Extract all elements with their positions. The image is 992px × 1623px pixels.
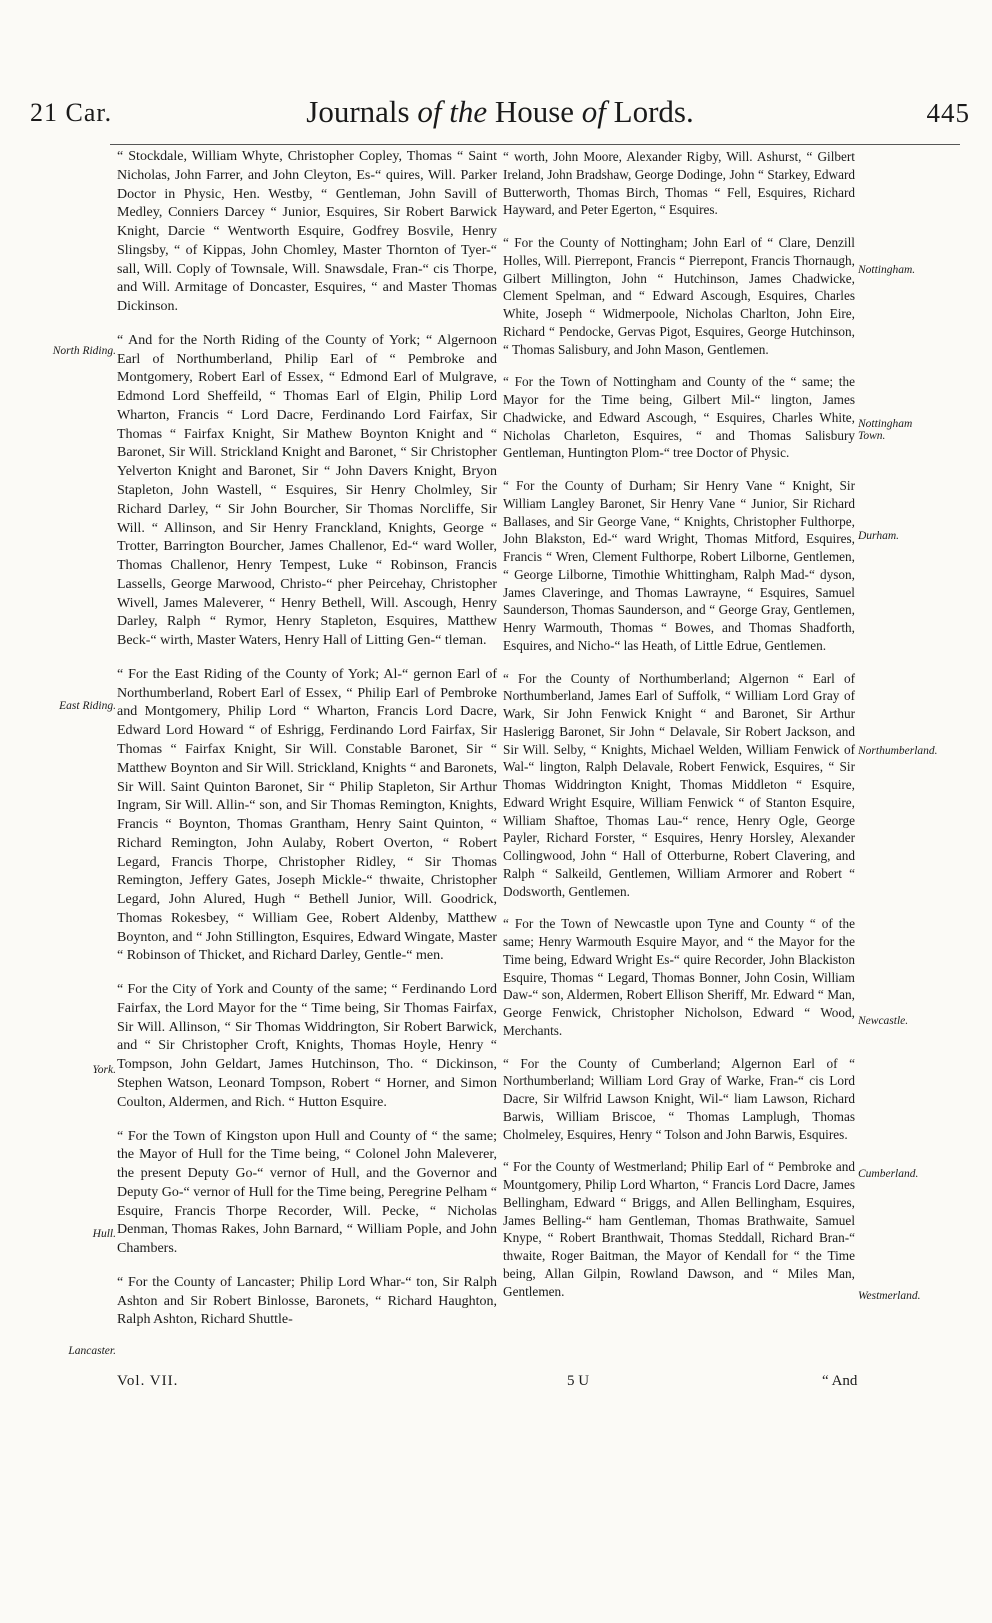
title-part: House [487, 94, 582, 129]
margin-note: Nottingham Town. [858, 418, 913, 442]
signature-mark: 5 U [567, 1373, 590, 1389]
margin-note: East Riding. [59, 700, 116, 712]
paragraph: “ For the City of York and County of the same; “ Ferdinando Lord Fairfax, the Lord Mayor for the “ Time being, Sir Thomas Fairfax, Sir Will. Allinson, “ Sir Thomas Widdrington, Sir Robert Barwick, and “ Sir Christopher Croft, Knights, Thomas Hoyle, Henry “ Tompson, John Geldart, James Hutchinson, Tho. “ Dickinson, Stephen Watson, Leonard Tompson, Robert “ Horner, and Simon Coulton, Aldermen, and Rich. “ Hutton Esquire. [117, 982, 497, 1110]
running-title [30, 94, 970, 130]
header-rule [110, 144, 960, 145]
title-part: Lords. [605, 94, 694, 129]
paragraph: “ For the County of Nottingham; John Earl of “ Clare, Denzill Holles, Will. Pierrepont, Francis “ Pierrepont, Francis Thornaugh, Gilbert Millington, John “ Hutchinson, James Chadwicke, Clement Spelman, and “ Edward Ascough, Esquires, Charles White, Joseph “ Widmerpoole, Nicholas Charlton, John Eire, Richard “ Pendocke, Gervas Pigot, Esquires, George Hutchinson, “ Thomas Salisbury, and John Mason, Gentlemen. [503, 235, 855, 357]
margin-note: Lancaster. [68, 1345, 116, 1357]
paragraph: “ For the East Riding of the County of York; Al-“ gernon Earl of Northumberland, Robert Earl of Essex, “ Philip Earl of Pembroke and Montgomery, Philip Lord “ Wharton, Francis Lord Dacre, Edward Lord Howard “ of Eshrigg, Ferdinando Lord Fairfax, Sir Thomas “ Fairfax Knight, Sir Will. Constable Baronet, Sir “ Matthew Boynton and Sir Will. Strickland, Knights “ and Baronets, Sir Will. Saint Quinton Baronet, Sir “ Philip Stapleton, Sir Arthur Ingram, Sir Will. Allin-“ son, and Sir Thomas Remington, Knights, Francis “ Boynton, Thomas Grantham, Henry Saint Quinton, “ Richard Remington, John Aulaby, Robert Overton, “ Robert Legard, Francis Thorpe, Christopher Ridley, “ Sir Thomas Remington, Jeffery Gates, Joseph Mickle-“ thwaite, Christopher Legard, John Alured, Hugh “ Bethell Junior, Will. Goodrick, Thomas Rokesbey, “ William Gee, Robert Aldenby, Matthew Boynton, and “ John Stillington, Esquires, Edward Wingate, Master “ Robinson of Thicket, and Richard Darley, Gentle-“ men. [117, 666, 497, 964]
margin-note: York. [92, 1064, 116, 1076]
paragraph: “ For the County of Cumberland; Algernon Earl of “ Northumberland; William Lord Gray of Warke, Fran-“ cis Lord Dacre, Sir Wilfrid Lawson Knight, Wil-“ liam Lawson, Richard Barwis, William Briscoe, “ Thomas Lamplugh, Thomas Cholmeley, Esquires, Henry “ Tolson and John Barwis, Esquires. [503, 1055, 855, 1142]
title-part: of [409, 94, 450, 129]
left-column [117, 148, 497, 1345]
title-part: of [581, 94, 606, 129]
paragraph: “ For the County of Westmerland; Philip Earl of “ Pembroke and Mountgomery, Philip Lord Wharton, “ Francis Lord Dacre, James Bellingham, Edward “ Briggs, and Allen Bellingham, Esquires, James Belling-“ ham Gentleman, Thomas Brathwaite, Samuel Knype, “ Robert Branthwait, Thomas Steddall, Richard Bran-“ thwaite, Roger Baitman, the Mayor of Kendall for “ the Time being, Allan Gilpin, Rowland Dawson, and “ Miles Man, Gentlemen. [503, 1159, 855, 1299]
paragraph: “ Stockdale, William Whyte, Christopher Copley, Thomas “ Saint Nicholas, John Farrer, and John Cleyton, Es-“ quires, Will. Parker Doctor in Physic, Hen. Westby, “ Gentleman, John Savill of Medley, Conniers Darcey “ Junior, Esquires, Sir Robert Barwick Knight, Darcie “ Wentworth Esquire, Godfrey Bosvile, Henry Slingsby, “ of Kippas, John Chomley, Master Thornton of Tyer-“ sall, Will. Coply of Townsale, Will. Snawsdale, Fran-“ cis Thorpe, and Will. Armitage of Doncaster, Esquires, “ and Master Thomas Dickinson. [117, 149, 497, 315]
paragraph: “ For the Town of Kingston upon Hull and County of “ the same; the Mayor of Hull for the Time being, “ Colonel John Maleverer, the present Deputy Go-“ vernor of Hull, and the Governor and Deputy Go-“ vernor of Hull for the Time being, Peregrine Pelham “ Esquire, Francis Thorpe Recorder, Will. Pecke, “ Nicholas Denman, Thomas Rakes, John Barnard, “ William Pople, and John Chambers. [117, 1128, 497, 1257]
page-header [30, 90, 970, 146]
margin-note: Nottingham. [858, 264, 916, 276]
margin-note: Hull. [92, 1228, 116, 1240]
margin-note: Westmerland. [858, 1290, 921, 1302]
title-part: the [449, 94, 488, 129]
paragraph: “ For the County of Durham; Sir Henry Vane “ Knight, Sir William Langley Baronet, Sir Henry Vane “ Junior, Sir Richard Ballases, and Sir George Vane, “ Knights, Christopher Fulthorpe, John Blakston, Ed-“ ward Wright, Thomas Mitford, Esquires, Francis “ Wren, Clement Fulthorpe, Robert Lilborne, Gentlemen, “ George Lilborne, Timothie Whittingham, Ralph Mad-“ dyson, James Claveringe, and Thomas Lawrayne, “ Esquires, Samuel Saunderson, Thomas Saunderson, and “ George Gray, Gentlemen, Henry Warmouth, Thomas “ Bowes, and Thomas Shadforth, Esquires, and Nicho-“ las Heath, of Little Edrue, Gentlemen. [503, 478, 855, 653]
right-column [503, 148, 855, 1315]
margin-note: Cumberland. [858, 1168, 919, 1180]
regnal-year: 21 Car. [30, 98, 113, 127]
paragraph: “ And for the North Riding of the County of York; “ Algernoon Earl of Northumberland, Philip Earl of “ Pembroke and Montgomery, Robert Earl of Essex, “ Edmond Earl of Mulgrave, Edmond Lord Sheffeild, “ Thomas Earl of Elgin, Philip Lord Wharton, Francis “ Lord Dacre, Ferdinando Lord Fairfax, Sir Thomas “ Fairfax Knight, Sir Mathew Boynton Knight and “ Baronet, Sir Will. Strickland Knight and Baronet, “ Sir Christopher Yelverton Knight and Baronet, Sir “ John Davers Knight, Bryon Stapleton, John Wastell, “ Esquires, Sir Henry Cholmley, Sir Richard Darley, “ Sir John Bourcher, Sir Thomas Norcliffe, Sir Will. “ Allinson, and Sir Henry Franckland, Knights, George “ Trotter, Barrington Bourcher, James Challenor, Ed-“ ward Woller, Thomas Challenor, Henry Tempest, Luke “ Robinson, Francis Lassells, George Marwood, Christo-“ pher Peircehay, Christopher Wivell, James Maleverer, “ Henry Bethell, Will. Ascough, Henry Darley, Ralph “ Rymor, Henry Stapleton, Esquires, Matthew Beck-“ wirth, Master Waters, Henry Hall of Litting Gen-“ tleman. [117, 332, 497, 649]
paragraph: “ For the County of Lancaster; Philip Lord Whar-“ ton, Sir Ralph Ashton and Sir Robert Binlosse, Baronets, “ Richard Haughton, Ralph Ashton, Richard Shuttle- [117, 1274, 497, 1328]
title-part: Journals [306, 94, 410, 129]
margin-note: Northumberland. [858, 745, 938, 757]
page-number: 445 [926, 98, 970, 128]
paragraph: “ For the County of Northumberland; Algernon “ Earl of Northumberland, James Earl of Suffolk, “ William Lord Gray of Wark, Sir John Fenwick Knight “ and Baronet, Sir Arthur Haslerigg Baronet, Sir John “ Delavale, Sir Robert Jackson, and Sir Will. Selby, “ Knights, Michael Welden, William Fenwick of Wal-“ lington, Ralph Delavale, Robert Fenwick, Esquires, “ Sir Thomas Widdrington Knight, Thomas Middleton “ Esquire, Edward Wright Esquire, William Fenwick “ of Stanton Esquire, William Shaftoe, Thomas Lau-“ rence, Henry Ogle, George Payler, Richard Forster, “ Esquires, Henry Horsley, Alexander Collingwood, John “ Hall of Otterburne, Robert Clavering, and Ralph “ Salkeild, Gentlemen, William Armorer and Robert “ Dodsworth, Gentlemen. [503, 670, 855, 899]
margin-note: Newcastle. [858, 1015, 909, 1027]
margin-note: Durham. [858, 530, 900, 542]
paragraph: “ For the Town of Nottingham and County of the “ same; the Mayor for the Time being, Gilbert Mil-“ lington, James Chadwicke, and Edward Ascough, “ Esquires, Charles White, Nicholas Charleton, Esquires, “ and Thomas Salisbury Gentleman, Huntington Plom-“ tree Doctor of Physic. [503, 374, 855, 461]
catchword: “ And [822, 1373, 858, 1389]
volume-mark: Vol. VII. [117, 1373, 179, 1389]
paragraph: “ worth, John Moore, Alexander Rigby, Will. Ashurst, “ Gilbert Ireland, John Bradshaw, George Dodinge, John “ Starkey, Edward Butterworth, Thomas Birch, Thomas “ Fell, Esquires, Richard Hayward, and Peter Egerton, “ Esquires. [503, 149, 855, 218]
paragraph: “ For the Town of Newcastle upon Tyne and County “ of the same; Henry Warmouth Esquire Mayor, and “ the Mayor for the Time being, Edward Wright Es-“ quire Recorder, John Blackiston Esquire, Thomas “ Legard, Thomas Bonner, John Cosin, William Daw-“ son, Aldermen, Robert Ellison Sheriff, Mr. Edward “ Man, George Fenwick, Christopher Nicholson, Edward “ Wood, Merchants. [503, 916, 855, 1038]
margin-note: North Riding. [52, 345, 116, 357]
